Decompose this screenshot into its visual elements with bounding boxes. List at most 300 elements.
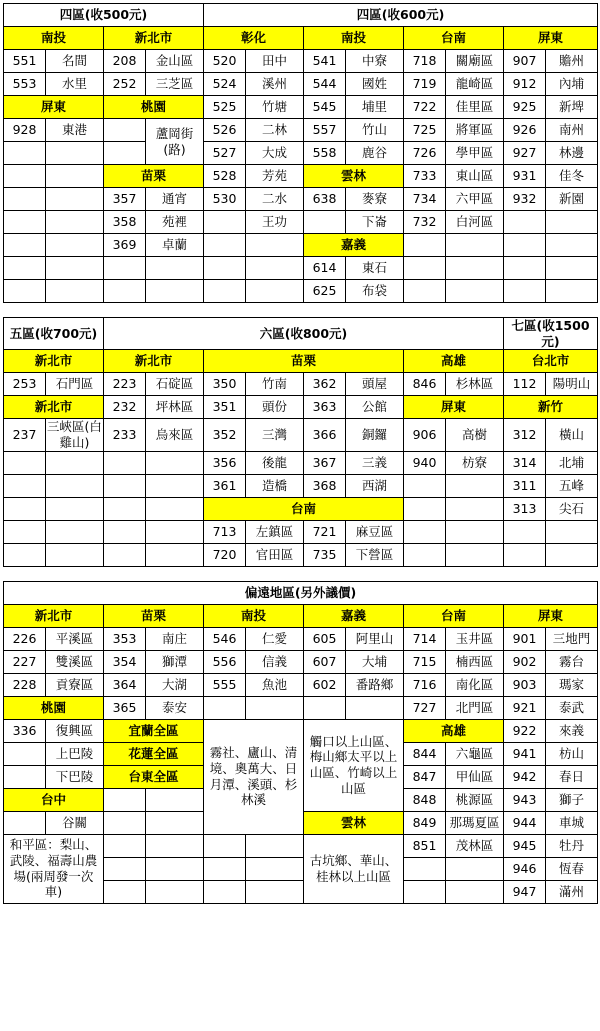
cell-empty [104, 857, 146, 880]
cell-area: 大湖 [146, 673, 204, 696]
cell-area: 石門區 [46, 373, 104, 396]
zone-table-five-six-seven [3, 317, 598, 567]
cell-empty [446, 497, 504, 520]
table-row [4, 96, 598, 119]
cell-empty [246, 880, 304, 903]
cell-code: 947 [504, 880, 546, 903]
cell-empty [4, 543, 46, 566]
header-newtaipei: 新北市 [4, 604, 104, 627]
cell-area: 瑪家 [546, 673, 598, 696]
header-taipei: 台北市 [504, 350, 598, 373]
cell-empty [204, 880, 246, 903]
cell-area: 泰安 [146, 696, 204, 719]
cell-code [4, 811, 46, 834]
cell-code: 528 [204, 165, 246, 188]
cell-empty [446, 543, 504, 566]
cell-code: 350 [204, 373, 246, 396]
cell-empty [446, 474, 504, 497]
cell-area: 中寮 [346, 50, 404, 73]
cell-empty [146, 497, 204, 520]
cell-code: 605 [304, 627, 346, 650]
subheader-pingtung: 屏東 [404, 396, 504, 419]
cell-area: 林邊 [546, 142, 598, 165]
cell-empty [104, 474, 146, 497]
cell-empty [204, 834, 246, 857]
cell-area: 佳里區 [446, 96, 504, 119]
table-title-row [4, 581, 598, 604]
header-newtaipei: 新北市 [104, 27, 204, 50]
cell-area: 霧台 [546, 650, 598, 673]
cell-area: 佳冬 [546, 165, 598, 188]
cell-code [4, 742, 46, 765]
cell-empty [4, 280, 46, 303]
table-row [4, 165, 598, 188]
cell-code: 846 [404, 373, 446, 396]
cell-code: 726 [404, 142, 446, 165]
cell-code: 556 [204, 650, 246, 673]
cell-area: 北埔 [546, 451, 598, 474]
cell-code: 734 [404, 188, 446, 211]
cell-empty [404, 520, 446, 543]
taichung-remote-note: 和平區：梨山、武陵、福壽山農場(兩周發一次車) [4, 834, 104, 903]
header-kaohsiung: 高雄 [404, 350, 504, 373]
cell-code: 228 [4, 673, 46, 696]
cell-code: 557 [304, 119, 346, 142]
cell-empty [104, 280, 146, 303]
table-row [4, 234, 598, 257]
cell-area: 貢寮區 [46, 673, 104, 696]
cell-code: 714 [404, 627, 446, 650]
cell-empty [546, 211, 598, 234]
cell-code: 366 [304, 419, 346, 451]
cell-empty [446, 280, 504, 303]
header-newtaipei-2: 新北市 [104, 350, 204, 373]
cell-empty [104, 543, 146, 566]
cell-code: 927 [504, 142, 546, 165]
table-row [4, 396, 598, 419]
subheader-tainan: 台南 [204, 497, 404, 520]
cell-code: 922 [504, 719, 546, 742]
table-row [4, 50, 598, 73]
cell-code: 716 [404, 673, 446, 696]
cell-empty [146, 788, 204, 811]
cell-empty [4, 520, 46, 543]
header-newtaipei: 新北市 [4, 350, 104, 373]
cell-empty [46, 257, 104, 280]
cell-empty [46, 543, 104, 566]
cell-code: 252 [104, 73, 146, 96]
cell-empty [404, 880, 446, 903]
cell-area: 坪林區 [146, 396, 204, 419]
cell-code: 336 [4, 719, 46, 742]
cell-area: 恆春 [546, 857, 598, 880]
cell-code: 357 [104, 188, 146, 211]
cell-area: 雙溪區 [46, 650, 104, 673]
cell-code: 527 [204, 142, 246, 165]
cell-empty [146, 280, 204, 303]
cell-code [204, 211, 246, 234]
subheader-newtaipei: 新北市 [4, 396, 104, 419]
cell-area: 五峰 [546, 474, 598, 497]
subheader-yunlin: 雲林 [304, 811, 404, 834]
cell-empty [146, 474, 204, 497]
cell-area: 春日 [546, 765, 598, 788]
cell-area: 仁愛 [246, 627, 304, 650]
cell-area: 番路鄉 [346, 673, 404, 696]
cell-empty [46, 474, 104, 497]
cell-area: 杉林區 [446, 373, 504, 396]
zone-title-500: 四區(收500元) [4, 4, 204, 27]
cell-empty [46, 188, 104, 211]
cell-code: 926 [504, 119, 546, 142]
cell-area: 尖石 [546, 497, 598, 520]
cell-code: 314 [504, 451, 546, 474]
cell-empty [104, 451, 146, 474]
cell-area: 楠西區 [446, 650, 504, 673]
cell-code: 313 [504, 497, 546, 520]
cell-area: 三地門 [546, 627, 598, 650]
header-pingtung: 屏東 [504, 27, 598, 50]
cell-empty [204, 857, 246, 880]
cell-area: 麥寮 [346, 188, 404, 211]
cell-area: 田中 [246, 50, 304, 73]
cell-area: 內埔 [546, 73, 598, 96]
cell-empty [4, 211, 46, 234]
cell-area: 下崙 [346, 211, 404, 234]
subheader-yilan-all: 宜蘭全區 [104, 719, 204, 742]
cell-code: 555 [204, 673, 246, 696]
cell-code: 851 [404, 834, 446, 857]
cell-code: 733 [404, 165, 446, 188]
cell-empty [204, 234, 246, 257]
header-nantou: 南投 [204, 604, 304, 627]
cell-code: 358 [104, 211, 146, 234]
cell-empty [4, 188, 46, 211]
cell-code: 715 [404, 650, 446, 673]
cell-empty [204, 696, 246, 719]
cell-area: 茂林區 [446, 834, 504, 857]
cell-code: 725 [404, 119, 446, 142]
cell-code: 902 [504, 650, 546, 673]
cell-area: 銅鑼 [346, 419, 404, 451]
cell-code: 525 [204, 96, 246, 119]
cell-code: 941 [504, 742, 546, 765]
table-row [4, 280, 598, 303]
cell-empty [46, 211, 104, 234]
table-row [4, 696, 598, 719]
table-row [4, 119, 598, 142]
cell-empty [46, 497, 104, 520]
header-miaoli: 苗栗 [104, 604, 204, 627]
cell-area: 左鎮區 [246, 520, 304, 543]
cell-code: 530 [204, 188, 246, 211]
cell-code: 722 [404, 96, 446, 119]
cell-code: 112 [504, 373, 546, 396]
cell-empty [504, 211, 546, 234]
cell-area: 南州 [546, 119, 598, 142]
cell-empty [46, 520, 104, 543]
cell-empty [146, 834, 204, 857]
cell-empty [4, 497, 46, 520]
yunlin-remote-note: 古坑鄉、華山、桂林以上山區 [304, 834, 404, 903]
table-row [4, 211, 598, 234]
cell-empty [504, 280, 546, 303]
cell-code: 847 [404, 765, 446, 788]
cell-area: 芳苑 [246, 165, 304, 188]
nantou-remote-note: 霧社、廬山、清境、奧萬大、日月潭、溪頭、杉林溪 [204, 719, 304, 834]
cell-code: 253 [4, 373, 46, 396]
cell-empty [204, 257, 246, 280]
cell-code: 363 [304, 396, 346, 419]
remote-area-table [3, 581, 598, 904]
cell-code: 944 [504, 811, 546, 834]
table-row [4, 520, 598, 543]
cell-area: 復興區 [46, 719, 104, 742]
table-row [4, 73, 598, 96]
cell-empty [104, 788, 146, 811]
cell-code: 945 [504, 834, 546, 857]
cell-area: 下巴陵 [46, 765, 104, 788]
cell-empty [4, 234, 46, 257]
table-header-row [4, 604, 598, 627]
header-pingtung: 屏東 [504, 604, 598, 627]
cell-code: 544 [304, 73, 346, 96]
cell-area: 三灣 [246, 419, 304, 451]
cell-code: 227 [4, 650, 46, 673]
cell-code: 367 [304, 451, 346, 474]
cell-code: 928 [4, 119, 46, 142]
cell-area: 車城 [546, 811, 598, 834]
table-row [4, 373, 598, 396]
cell-code: 356 [204, 451, 246, 474]
cell-empty [404, 234, 446, 257]
cell-area: 橫山 [546, 419, 598, 451]
cell-code: 713 [204, 520, 246, 543]
cell-empty [4, 142, 46, 165]
cell-empty [504, 234, 546, 257]
cell-code: 849 [404, 811, 446, 834]
header-tainan: 台南 [404, 27, 504, 50]
cell-empty [504, 520, 546, 543]
cell-code: 369 [104, 234, 146, 257]
header-chiayi: 嘉義 [304, 604, 404, 627]
cell-code: 931 [504, 165, 546, 188]
cell-empty [46, 280, 104, 303]
cell-area: 大埔 [346, 650, 404, 673]
cell-area: 六龜區 [446, 742, 504, 765]
cell-area: 牡丹 [546, 834, 598, 857]
cell-empty [304, 696, 346, 719]
cell-area: 烏來區 [146, 419, 204, 451]
cell-code: 721 [304, 520, 346, 543]
cell-empty [4, 451, 46, 474]
table-row [4, 650, 598, 673]
cell-area: 南庄 [146, 627, 204, 650]
subheader-pingtung: 屏東 [4, 96, 104, 119]
header-nantou-2: 南投 [304, 27, 404, 50]
cell-area: 埔里 [346, 96, 404, 119]
cell-area: 六甲區 [446, 188, 504, 211]
cell-area: 頭屋 [346, 373, 404, 396]
cell-area: 高樹 [446, 419, 504, 451]
table-row [4, 188, 598, 211]
cell-code: 602 [304, 673, 346, 696]
subheader-taitung-all: 台東全區 [104, 765, 204, 788]
cell-area: 西湖 [346, 474, 404, 497]
cell-area: 後龍 [246, 451, 304, 474]
cell-empty [404, 543, 446, 566]
cell-empty [446, 857, 504, 880]
cell-code: 732 [404, 211, 446, 234]
cell-area: 獅潭 [146, 650, 204, 673]
cell-area: 信義 [246, 650, 304, 673]
cell-area: 魚池 [246, 673, 304, 696]
cell-empty [504, 257, 546, 280]
cell-code: 551 [4, 50, 46, 73]
cell-empty [546, 280, 598, 303]
subheader-taoyuan: 桃園 [104, 96, 204, 119]
cell-area: 枋寮 [446, 451, 504, 474]
cell-code: 361 [204, 474, 246, 497]
cell-empty [404, 497, 446, 520]
cell-empty [404, 257, 446, 280]
cell-area: 東石 [346, 257, 404, 280]
cell-area: 學甲區 [446, 142, 504, 165]
cell-code: 558 [304, 142, 346, 165]
cell-code: 727 [404, 696, 446, 719]
cell-empty [446, 520, 504, 543]
cell-empty [146, 543, 204, 566]
cell-empty [346, 696, 404, 719]
cell-area: 竹山 [346, 119, 404, 142]
cell-code: 545 [304, 96, 346, 119]
cell-area: 通宵 [146, 188, 204, 211]
table-row [4, 451, 598, 474]
cell-empty [104, 811, 146, 834]
cell-code: 946 [504, 857, 546, 880]
table-title-row [4, 318, 598, 350]
cell-area: 名間 [46, 50, 104, 73]
cell-code: 903 [504, 673, 546, 696]
cell-code: 526 [204, 119, 246, 142]
cell-code: 232 [104, 396, 146, 419]
cell-area: 鹿谷 [346, 142, 404, 165]
cell-empty [46, 451, 104, 474]
cell-code [104, 119, 146, 142]
cell-code [104, 142, 146, 165]
cell-code: 940 [404, 451, 446, 474]
cell-code: 364 [104, 673, 146, 696]
cell-code: 233 [104, 419, 146, 451]
cell-empty [104, 880, 146, 903]
cell-area: 陽明山 [546, 373, 598, 396]
zone-title-1500: 七區(收1500元) [504, 318, 598, 350]
cell-area: 竹南 [246, 373, 304, 396]
cell-code: 925 [504, 96, 546, 119]
cell-area: 桃源區 [446, 788, 504, 811]
cell-area: 那瑪夏區 [446, 811, 504, 834]
subheader-hsinchu: 新竹 [504, 396, 598, 419]
cell-code: 354 [104, 650, 146, 673]
cell-code: 362 [304, 373, 346, 396]
cell-empty [146, 257, 204, 280]
cell-empty [246, 696, 304, 719]
cell-area: 布袋 [346, 280, 404, 303]
table-row [4, 419, 598, 451]
cell-empty [546, 520, 598, 543]
header-miaoli: 苗栗 [204, 350, 404, 373]
cell-empty [204, 280, 246, 303]
cell-code: 735 [304, 543, 346, 566]
cell-empty [504, 543, 546, 566]
cell-empty [146, 451, 204, 474]
cell-area: 公館 [346, 396, 404, 419]
cell-code: 614 [304, 257, 346, 280]
cell-area: 三義 [346, 451, 404, 474]
subheader-kaohsiung: 高雄 [404, 719, 504, 742]
cell-empty [546, 234, 598, 257]
cell-area: 來義 [546, 719, 598, 742]
cell-code: 607 [304, 650, 346, 673]
cell-empty [246, 280, 304, 303]
cell-empty [546, 257, 598, 280]
table-row [4, 142, 598, 165]
cell-code: 553 [4, 73, 46, 96]
cell-code: 226 [4, 627, 46, 650]
cell-empty [404, 280, 446, 303]
cell-area: 北門區 [446, 696, 504, 719]
table-row [4, 257, 598, 280]
cell-area: 金山區 [146, 50, 204, 73]
table-title-row [4, 4, 598, 27]
cell-area: 水里 [46, 73, 104, 96]
cell-area: 卓蘭 [146, 234, 204, 257]
cell-empty [4, 257, 46, 280]
cell-area: 麻豆區 [346, 520, 404, 543]
cell-code: 208 [104, 50, 146, 73]
cell-empty [46, 234, 104, 257]
cell-empty [546, 543, 598, 566]
cell-area: 苑裡 [146, 211, 204, 234]
cell-area: 關廟區 [446, 50, 504, 73]
cell-empty [446, 880, 504, 903]
cell-code: 907 [504, 50, 546, 73]
cell-code: 921 [504, 696, 546, 719]
subheader-hualien-all: 花蓮全區 [104, 742, 204, 765]
cell-code: 625 [304, 280, 346, 303]
cell-area: 國姓 [346, 73, 404, 96]
table-row [4, 497, 598, 520]
subheader-taichung: 台中 [4, 788, 104, 811]
cell-empty [446, 257, 504, 280]
cell-area: 東山區 [446, 165, 504, 188]
cell-code: 901 [504, 627, 546, 650]
cell-area: 上巴陵 [46, 742, 104, 765]
cell-empty [246, 234, 304, 257]
cell-area: 甲仙區 [446, 765, 504, 788]
cell-area: 溪州 [246, 73, 304, 96]
cell-code: 311 [504, 474, 546, 497]
table-row [4, 543, 598, 566]
cell-code: 718 [404, 50, 446, 73]
cell-code: 912 [504, 73, 546, 96]
cell-area: 將軍區 [446, 119, 504, 142]
cell-area: 新埤 [546, 96, 598, 119]
cell-empty [146, 857, 204, 880]
cell-area: 南化區 [446, 673, 504, 696]
cell-area: 大成 [246, 142, 304, 165]
zone-table-four [3, 3, 598, 303]
